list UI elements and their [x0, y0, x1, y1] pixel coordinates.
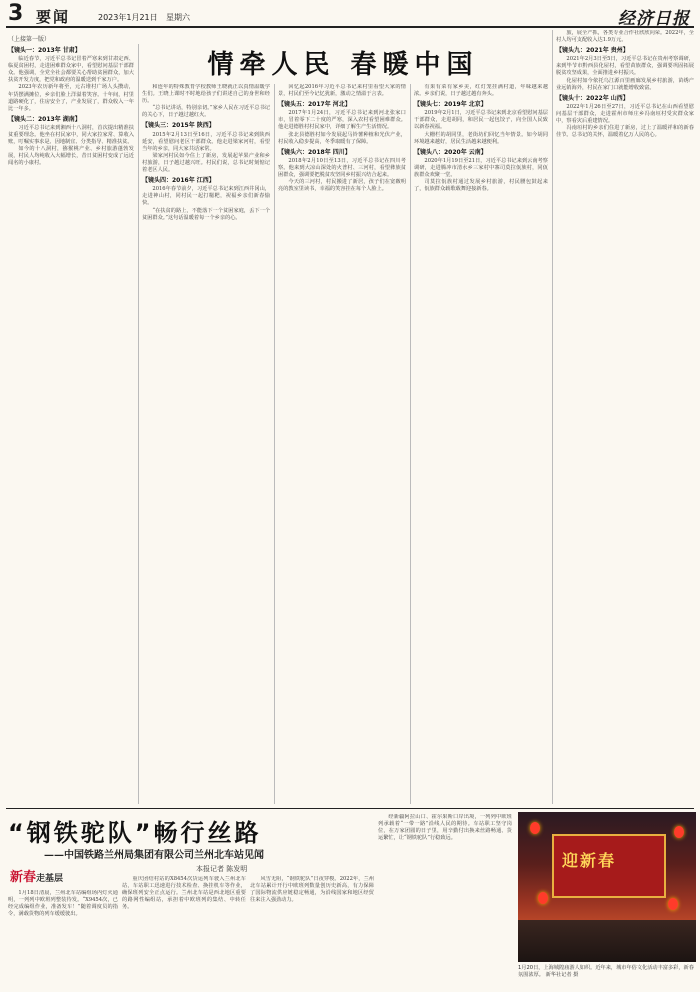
continued-note: （上接第一版）: [8, 36, 51, 43]
lantern-icon: [674, 826, 684, 838]
shot-heading: 【镜头十：2022年 山西】: [556, 94, 629, 102]
shot-heading: 【镜头二：2013年 湖南】: [8, 115, 81, 123]
article-paragraph: 旅，展全产抓，各类专业合作社欣欣向荣。2022年，全村人均可支配收入达1.9万元。: [556, 30, 694, 44]
article-paragraph: 2016年春节前夕，习近平总书记来到江西井冈山，走进神山村，同村民一起打糍粑，祝福乡亲们新春愉快。: [142, 186, 270, 207]
news-photo: [518, 812, 696, 962]
article-paragraph: 梁家河村民如今住上了新房，发展起苹果产业和乡村旅游，日子越过越兴旺。村民们说，总书记时刻惦记着老区人民。: [142, 152, 270, 174]
article-paragraph: 2018年2月10日至13日，习近平总书记在四川考察。他来到大凉山深处的火普村、三河村，看望彝族贫困群众，强调要把脱贫攻坚同乡村振兴结合起来。: [278, 157, 406, 179]
article-paragraph: “总书记讲话，特别亲切。”家乡人民在习近平总书记的关心下，日子越过越红火。: [142, 105, 270, 119]
article-paragraph: 临近春节，习近平总书记冒着严寒来到甘肃定西、临夏贫困村，走进困难群众家中，看望慰问基层干部群众。他强调，全党全社会都要关心帮助贫困群众，加大扶贫开发力度，把党和政府的温暖送到千家万户。: [8, 56, 134, 84]
lantern-icon: [538, 892, 548, 904]
top-article-column-2: [142, 84, 270, 804]
bottom-article-column-2: 重庆团结村站的X8454次货运列车驶入兰州北车站，车站职工迅速进行技术检查、换挂机车等作业，确保班列安全正点运行。兰州北车站是西北地区重要的路网性编组站，承担着中欧班列的集结、中转任务。: [122, 876, 246, 911]
bottom-article-subtitle: ——中国铁路兰州局集团有限公司兰州北车站见闻: [44, 850, 264, 861]
issue-weekday: 星期六: [166, 13, 190, 22]
shot-heading: 【镜头七：2019年 北京】: [414, 101, 487, 109]
article-paragraph: 2023年农历新年将至，元古堆村广场人头攒动，年货摆满摊位，乡亲们脸上洋溢着笑容。十年间，村里道路硬化了，住房安全了，产业发展了，群众收入一年比一年多。: [8, 84, 134, 112]
article-paragraph: 2022年1月26日至27日，习近平总书记在山西看望慰问基层干部群众，走进霍州市师庄乡冯南垣村受灾群众家中，察看灾后重建情况。: [556, 103, 694, 125]
column-divider: [410, 84, 411, 804]
article-paragraph: 习近平总书记来到湘西十八洞村，首次提出精准扶贫重要理念。他坐在村民家中，同大家拉家常、算收入账，叮嘱实事求是、因地制宜、分类指导、精准扶贫。: [8, 124, 134, 146]
article-paragraph: 有果有菜有家乡美，红灯笼挂满村道，年味越来越浓。乡亲们说，日子越过越有奔头。: [414, 84, 548, 98]
top-article-column-3: [278, 84, 406, 804]
section-name: 要闻: [36, 8, 71, 26]
column-divider: [274, 84, 275, 804]
photo-gate-text: 迎新春: [562, 851, 617, 870]
article-paragraph: 今天的三河村，村民搬进了新居，孩子们在宽敞明亮的教室里读书，幸福的笑容挂在每个人脸上。: [278, 179, 406, 193]
shot-heading: 【镜头一：2013年 甘肃】: [8, 47, 81, 54]
shot-heading: 【镜头三：2015年 陕西】: [142, 122, 215, 130]
top-article-column-5: [556, 30, 694, 804]
tag-line-1: 新春: [10, 870, 37, 885]
section-divider: [6, 808, 694, 809]
shot-heading: 【镜头八：2020年 云南】: [414, 148, 487, 156]
issue-date: 2023年1月21日: [98, 13, 158, 22]
article-paragraph: 2019年2月1日，习近平总书记来到北京看望慰问基层干部群众，走进胡同，和居民一起包饺子，向全国人民致以新春祝福。: [414, 110, 548, 131]
article-paragraph: 冯南垣村的乡亲们住进了新房，过上了温暖祥和的新春佳节。总书记的关怀，温暖着亿万人民的心。: [556, 125, 694, 139]
article-paragraph: 张北县德胜村如今发展起马铃薯种植和光伏产业，村民收入稳步提高，冬季取暖有了保障。: [278, 131, 406, 145]
shot-heading: 【镜头六：2018年 四川】: [278, 148, 351, 156]
article-paragraph: 2020年1月19日至21日，习近平总书记来到云南考察调研，走进腾冲市清水乡三家村中寨司莫拉佤族村，同佤族群众欢聚一堂。: [414, 157, 548, 179]
tag-line-2: 走基层: [36, 874, 64, 884]
bottom-article-column-1: 1月18日清晨，兰州北车站编组场内灯火通明，一列列中欧班列整装待发。“X9454次，已经完成编组作业，准备发车！”随着调度员的指令，满载货物的列车缓缓驶出。: [8, 890, 118, 918]
photo-crowd: [518, 920, 696, 962]
column-divider: [138, 44, 139, 804]
lantern-icon: [530, 822, 540, 834]
column-tag-logo: [10, 866, 80, 884]
masthead-logo: 经济日报: [618, 9, 690, 29]
lantern-icon: [668, 898, 678, 910]
top-article-title: 情牵人民 春暖中国: [207, 50, 479, 80]
article-paragraph: 大栅栏的胡同里，老街坊们回忆当年情景。如今胡同环境越来越好，居民生活越来越便利。: [414, 131, 548, 145]
shot-heading: 【镜头五：2017年 河北】: [278, 101, 351, 109]
article-paragraph: 回忆起2016年习近平总书记来村里看望大家的情景，村民们至今记忆犹新，激动之情溢于言表。: [278, 84, 406, 98]
article-paragraph: 司莫拉佤族村通过发展乡村旅游，村民腰包鼓起来了，佤族群众载歌载舞迎接新春。: [414, 179, 548, 193]
article-paragraph: 2017年1月24日，习近平总书记来到河北张家口市，冒着零下二十度的严寒，深入农村看望困难群众。他走进德胜村村民家中，详细了解生产生活情况。: [278, 110, 406, 131]
article-paragraph: “在扶贫的路上，不能落下一个贫困家庭，丢下一个贫困群众。”这句话温暖着每一个乡亲的心。: [142, 207, 270, 221]
shot-heading: 【镜头四：2016年 江西】: [142, 177, 215, 185]
bottom-article-byline: 本报记者 陈发明: [196, 865, 248, 873]
bottom-article-column-4: 经新疆阿拉山口、霍尔果斯口岸出境，一列列中欧班列承载着“一带一路”沿线人民的期待。车站职工坚守岗位，在万家团圆的日子里，用辛勤付出换来丝路畅通、货运繁忙，让“钢铁驼队”行稳致远。: [378, 814, 512, 842]
photo-caption: 1月20日，上海城隍庙游人如织。近年来，城市年俗文化活动丰富多彩，新春氛围浓厚。 新华社记者 摄: [518, 965, 694, 978]
article-paragraph: 2015年2月13日至16日，习近平总书记来到陕西延安，看望慰问老区干部群众。他走进梁家河村，看望当年的乡亲，同大家共话家常。: [142, 131, 270, 152]
article-paragraph: 化屋村如今依托乌江源百里画廊发展乡村旅游，苗绣产业远销海外，村民在家门口就能增收致富。: [556, 77, 694, 91]
article-paragraph: 如今的十八洞村，猕猴桃产业、乡村旅游蓬勃发展，村民人均纯收入大幅增长，昔日贫困村变成了远近闻名的小康村。: [8, 146, 134, 167]
bottom-article-title: “钢铁驼队”畅行丝路: [8, 819, 262, 847]
page-number: 3: [8, 1, 24, 26]
page-header: [6, 1, 694, 29]
top-article-column-4: [414, 84, 548, 804]
article-paragraph: 和连年的特殊教育学校教师王晓就正以真情温暖学生们。王晓上课时不时地给孩子们讲述自己的身世和经历。: [142, 84, 270, 105]
shot-heading: 【镜头九：2021年 贵州】: [556, 47, 629, 55]
top-article-column-1: [8, 44, 134, 804]
bottom-article-column-3: 风雪无阻，“钢铁驼队”日夜穿梭。2022年，兰州北车站累计开行中欧班列数量创历史新高，有力保障了国际物流供应链稳定畅通，为沿线国家和地区经贸往来注入强劲动力。: [250, 876, 374, 904]
column-divider: [552, 30, 553, 804]
article-paragraph: 2021年2月3日至5日，习近平总书记在贵州考察调研，来到毕节市黔西县化屋村，看望苗族群众，强调要巩固拓展脱贫攻坚成果，全面推进乡村振兴。: [556, 56, 694, 77]
